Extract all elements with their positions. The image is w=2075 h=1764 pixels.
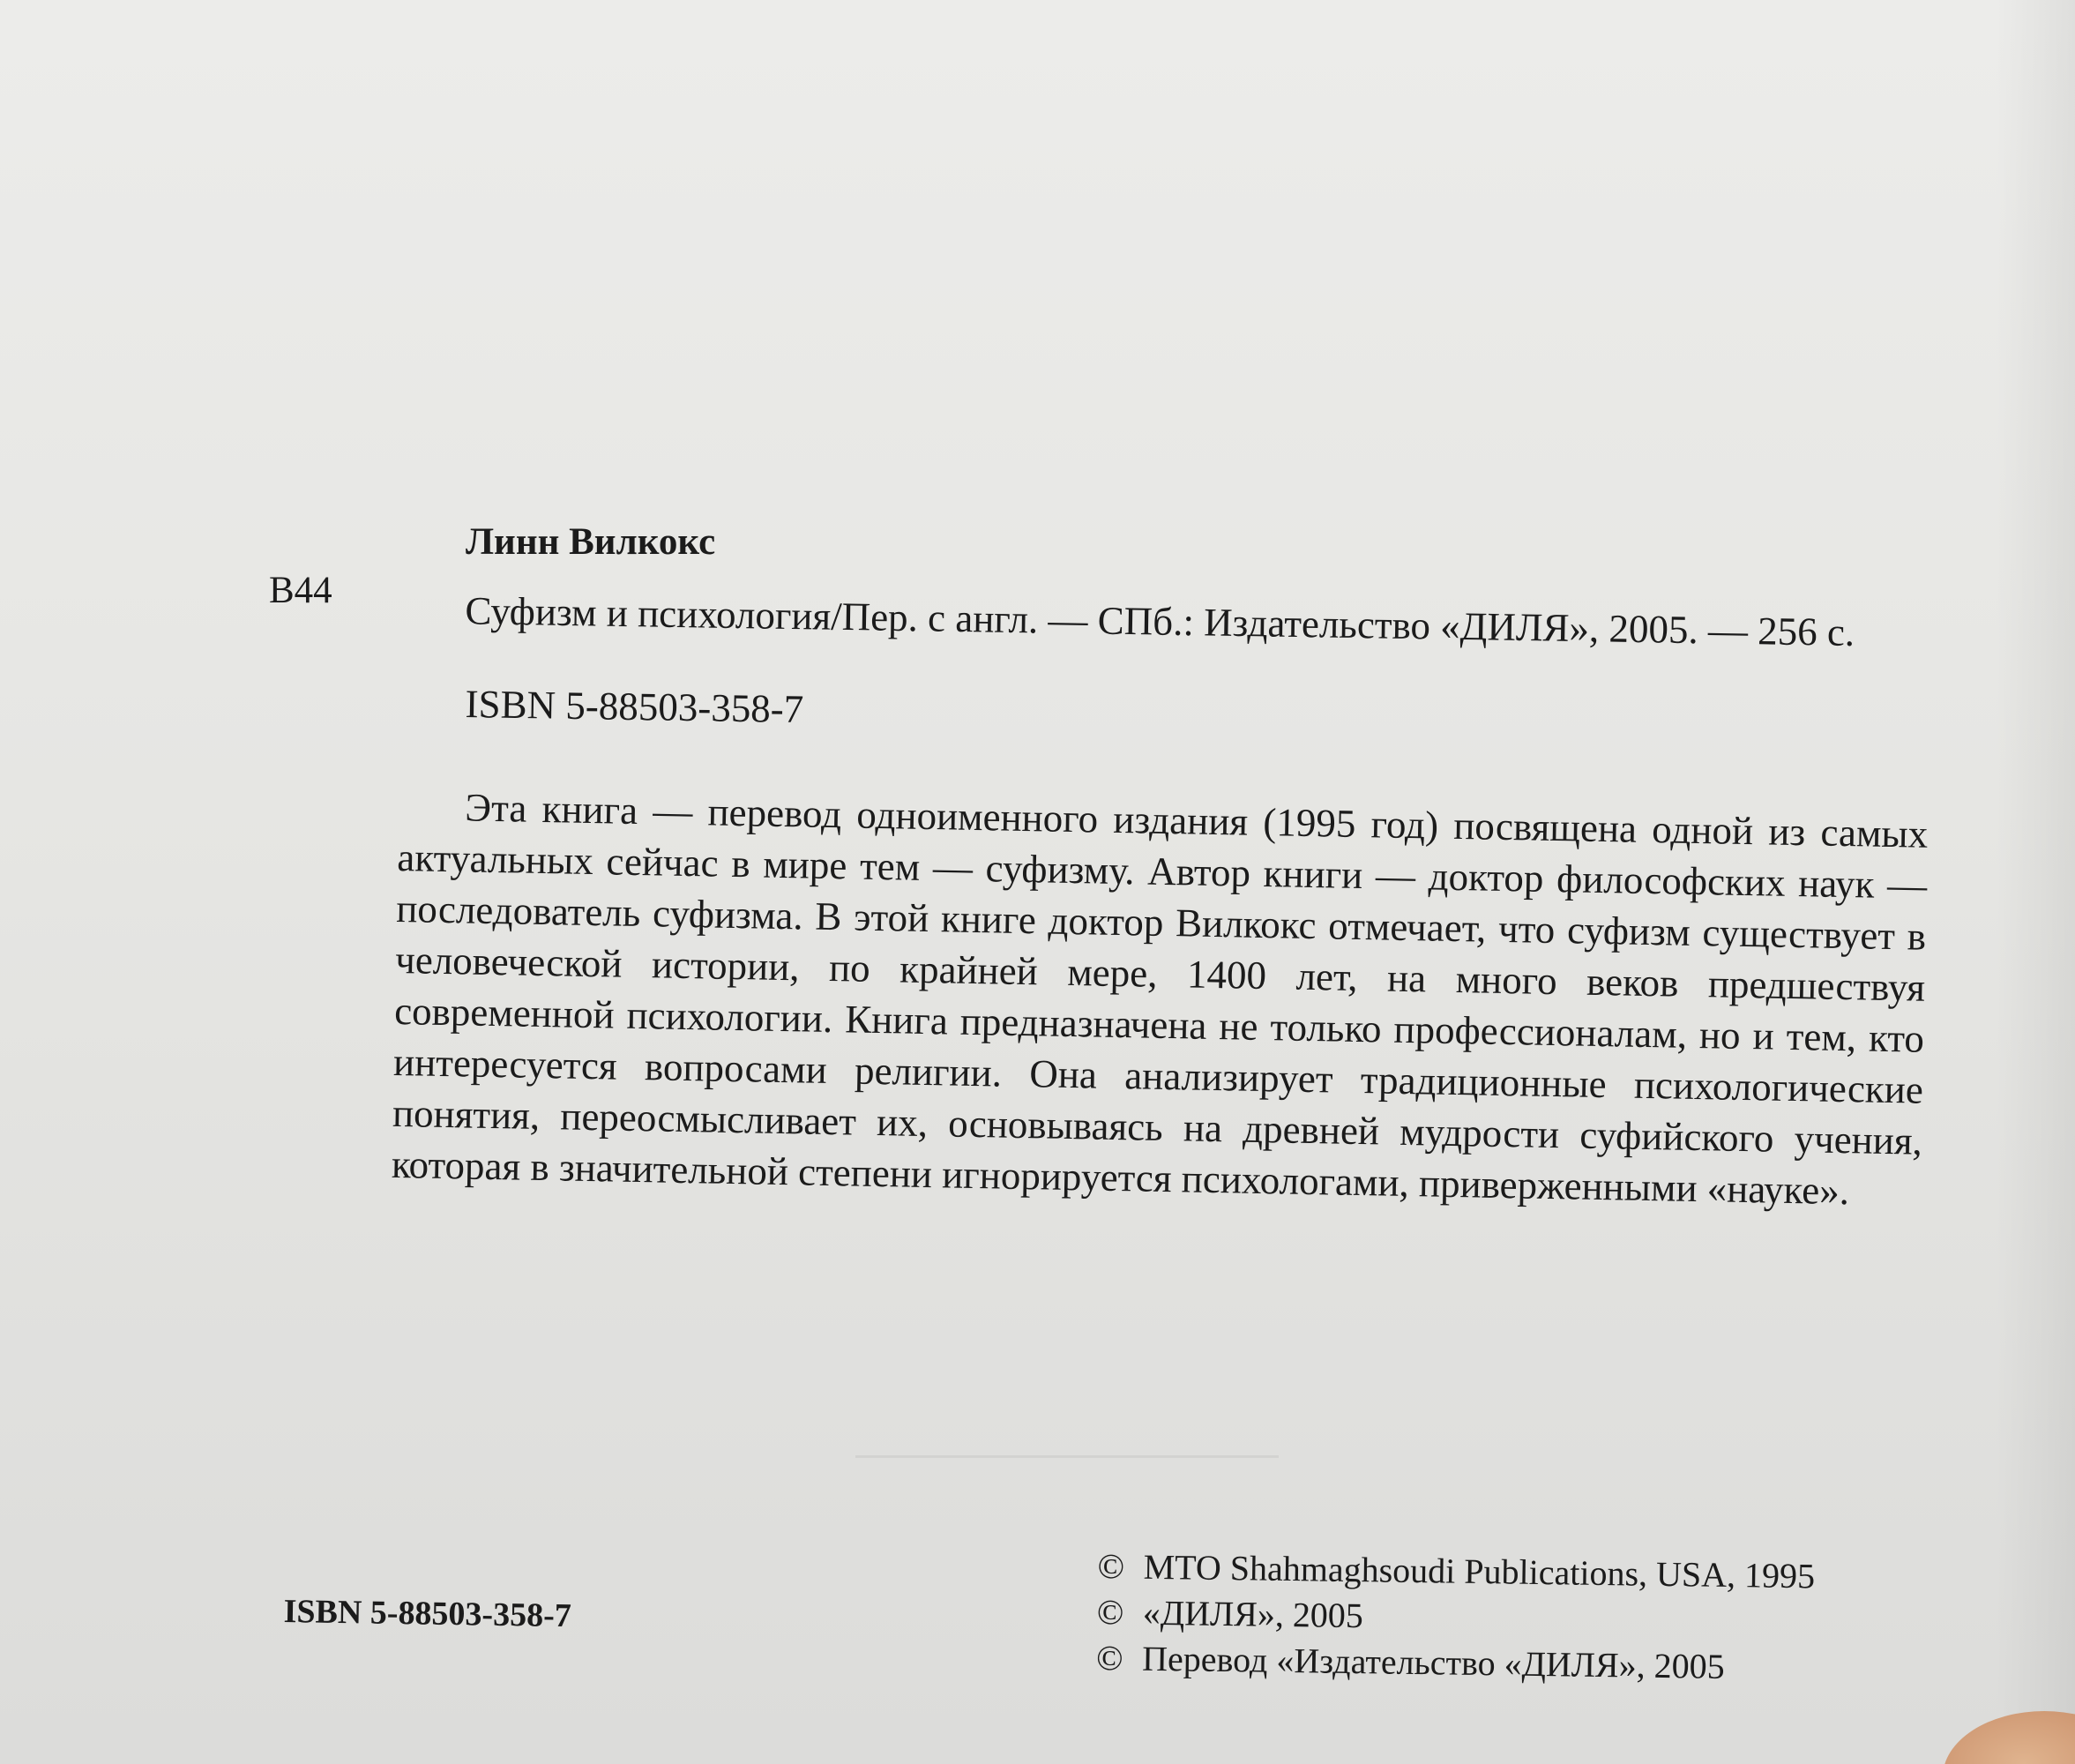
book-annotation: Эта книга — перевод одноименного издания (1995 год) посвящена одной из самых актуальных сейчас в мире тем — суфизму. Автор книги — доктор философских наук — последователь суфизма. В этой книге доктор Вилкокс отмечает, что суфизм существует в человеческой истории, по крайней мере, 1400 лет, на много веков предшествуя современной психологии. Книга предназначена не только профессионалам, но и тем, кто интересуется вопросами религии. Она анализирует традиционные психологические понятия, переосмысливает их, основываясь на древней мудрости суфийского учения, которая в значительной степени игнорируется психологами, приверженными «науке». bbox=[391, 785, 1929, 1214]
copyright-text: Перевод «Издательство «ДИЛЯ», 2005 bbox=[1141, 1638, 1725, 1686]
copyright-icon: © bbox=[1096, 1591, 1124, 1633]
copyright-line bbox=[1096, 1635, 1814, 1691]
copyright-text: MTO Shahmaghsoudi Publications, USA, 1995 bbox=[1143, 1546, 1816, 1596]
page-shadow bbox=[1996, 0, 2075, 1764]
isbn-catalog: ISBN 5-88503-358-7 bbox=[465, 681, 804, 732]
isbn-footer: ISBN 5-88503-358-7 bbox=[283, 1592, 572, 1635]
library-code: В44 bbox=[269, 570, 332, 611]
finger-edge bbox=[1943, 1711, 2075, 1764]
copyright-icon: © bbox=[1095, 1637, 1123, 1678]
show-through-rule bbox=[855, 1455, 1279, 1458]
copyright-icon: © bbox=[1097, 1545, 1125, 1587]
author-name: Линн Вилкокс bbox=[466, 521, 716, 563]
copyright-text: «ДИЛЯ», 2005 bbox=[1142, 1592, 1364, 1636]
copyright-block bbox=[1096, 1544, 1816, 1691]
bibliographic-entry: Суфизм и психология/Пер. с англ. — СПб.: Издательство «ДИЛЯ», 2005. — 256 с. bbox=[465, 588, 1855, 654]
